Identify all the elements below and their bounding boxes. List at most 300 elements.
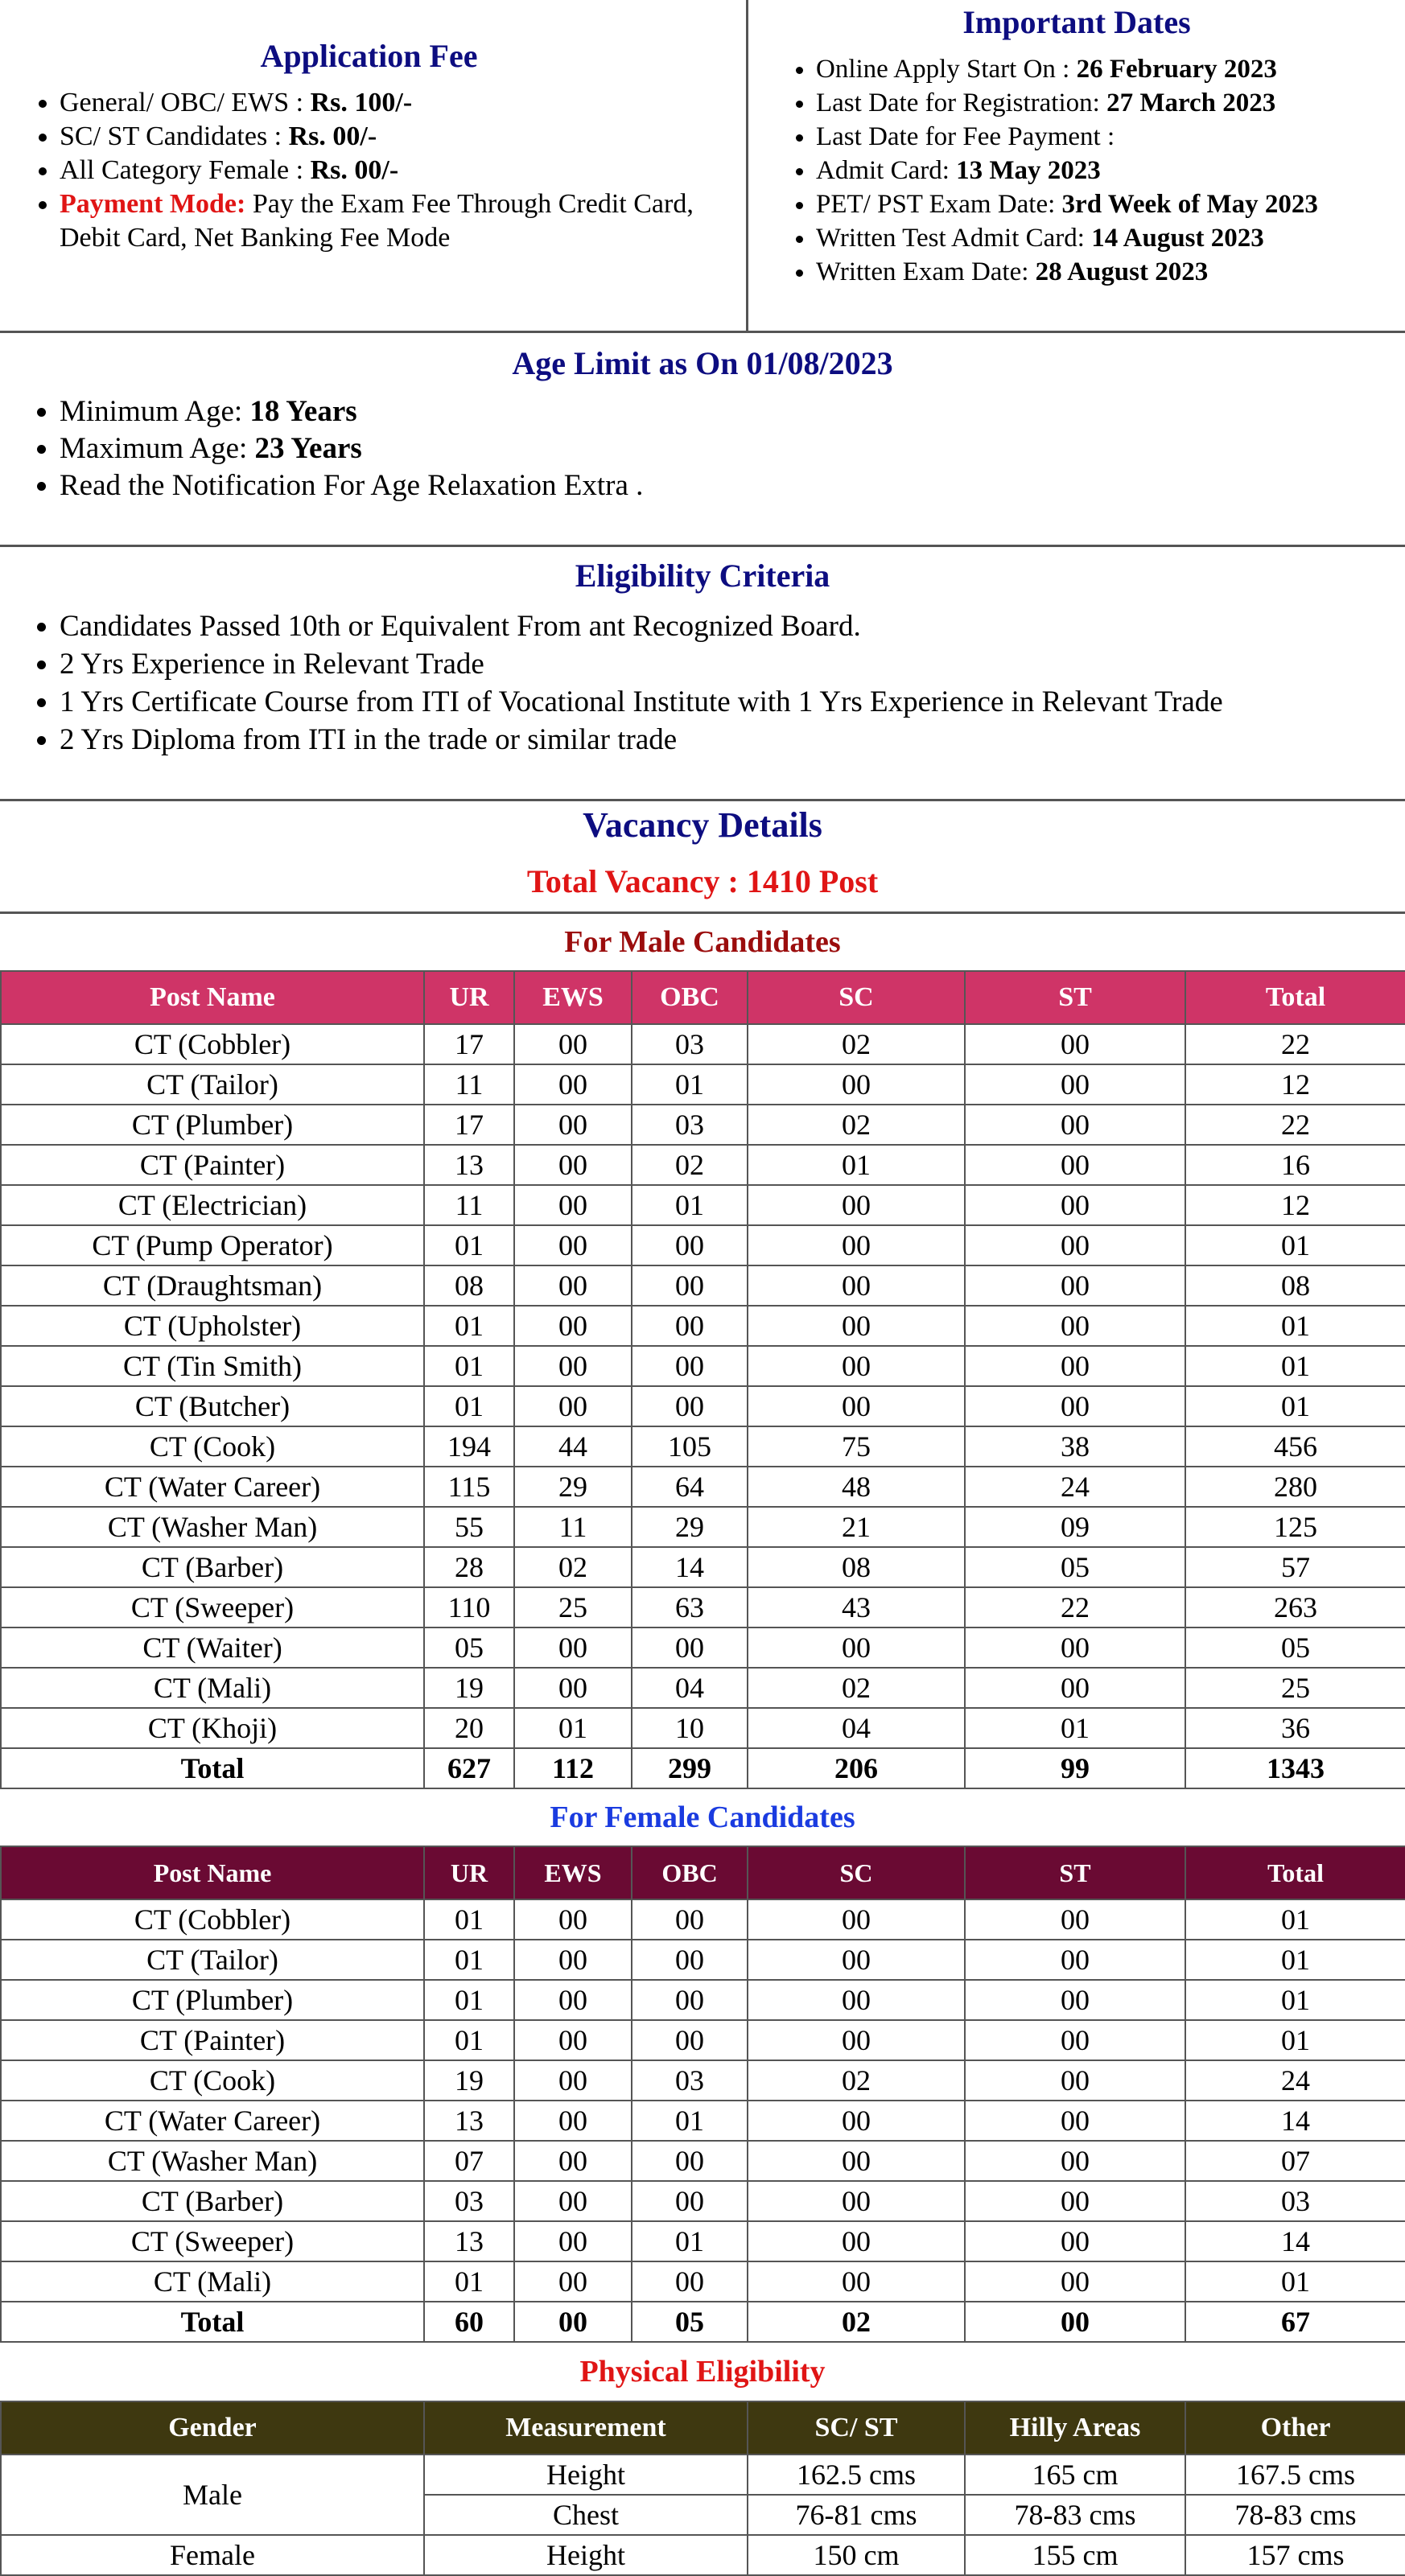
female-header-cell: ST [965, 1846, 1185, 1899]
table-cell: 17 [424, 1105, 514, 1145]
table-row [1, 1185, 1405, 1225]
payment-mode-label: Payment Mode: [60, 189, 246, 219]
important-dates-section [748, 0, 1405, 331]
table-cell: 25 [1185, 1668, 1405, 1708]
table-cell: 02 [748, 1668, 965, 1708]
table-cell: 14 [632, 1547, 748, 1587]
table-cell: 00 [632, 1386, 748, 1426]
table-cell: 00 [514, 1185, 632, 1225]
table-cell: 44 [514, 1426, 632, 1467]
table-cell: 00 [748, 1386, 965, 1426]
age-item: • Minimum Age: 18 Years [60, 393, 1405, 430]
table-cell: 22 [965, 1587, 1185, 1627]
total-cell: Total [1, 2302, 424, 2342]
table-cell: 00 [965, 1024, 1185, 1064]
table-cell: CT (Water Career) [1, 1467, 424, 1507]
table-cell: CT (Tailor) [1, 1064, 424, 1105]
table-cell: 01 [424, 2020, 514, 2060]
table-cell: 00 [632, 1265, 748, 1306]
date-item: • Last Date for Registration: 27 March 2023 [816, 86, 1397, 120]
table-cell: 19 [424, 2060, 514, 2101]
table-cell: 00 [632, 1306, 748, 1346]
table-cell: CT (Painter) [1, 2020, 424, 2060]
table-cell: 19 [424, 1668, 514, 1708]
table-cell: CT (Washer Man) [1, 1507, 424, 1547]
table-cell: 00 [965, 1265, 1185, 1306]
male-header-cell: ST [965, 971, 1185, 1024]
table-cell: 14 [1185, 2221, 1405, 2261]
table-row [1, 1940, 1405, 1980]
table-cell: CT (Sweeper) [1, 1587, 424, 1627]
table-cell: 00 [632, 1980, 748, 2020]
table-cell: CT (Mali) [1, 2261, 424, 2302]
table-cell: 11 [514, 1507, 632, 1547]
table-cell: 20 [424, 1708, 514, 1748]
table-cell: 13 [424, 2101, 514, 2141]
table-cell: 01 [424, 1306, 514, 1346]
table-cell: 01 [1185, 1980, 1405, 2020]
female-header-cell: OBC [632, 1846, 748, 1899]
total-cell: 299 [632, 1748, 748, 1788]
total-cell: 05 [632, 2302, 748, 2342]
table-cell: CT (Cobbler) [1, 1024, 424, 1064]
male-vacancy-table [0, 970, 1405, 1789]
table-cell: 00 [632, 1940, 748, 1980]
table-cell: 03 [1185, 2181, 1405, 2221]
date-item: • Admit Card: 13 May 2023 [816, 154, 1397, 187]
table-cell: 00 [514, 1899, 632, 1940]
table-cell: 01 [424, 1346, 514, 1386]
table-cell: 22 [1185, 1105, 1405, 1145]
table-cell: 21 [748, 1507, 965, 1547]
female-header-row [1, 1846, 1405, 1899]
fee-dates-row [0, 0, 1405, 333]
payment-mode-item: • Payment Mode: Pay the Exam Fee Through Credit Card, Debit Card, Net Banking Fee Mode [60, 187, 738, 255]
table-cell: 00 [965, 1668, 1185, 1708]
table-cell: 01 [632, 2101, 748, 2141]
table-cell: 00 [748, 1627, 965, 1668]
table-cell: 00 [965, 2060, 1185, 2101]
table-cell: 01 [424, 1980, 514, 2020]
female-header-cell: UR [424, 1846, 514, 1899]
table-cell: 00 [514, 1024, 632, 1064]
table-cell: 28 [424, 1547, 514, 1587]
table-row [1, 1547, 1405, 1587]
table-cell: 03 [632, 2060, 748, 2101]
female-header-cell: Post Name [1, 1846, 424, 1899]
table-cell: 01 [632, 1185, 748, 1225]
table-cell: CT (Water Career) [1, 2101, 424, 2141]
table-cell: 55 [424, 1507, 514, 1547]
fee-item: • All Category Female : Rs. 00/- [60, 154, 738, 187]
table-row [1, 1225, 1405, 1265]
table-row [1, 2141, 1405, 2181]
table-cell: CT (Sweeper) [1, 2221, 424, 2261]
table-cell: 12 [1185, 1064, 1405, 1105]
date-item: • Online Apply Start On : 26 February 2023 [816, 52, 1397, 86]
table-cell: 00 [748, 1265, 965, 1306]
gender-male-cell: Male [1, 2455, 424, 2535]
table-cell: CT (Waiter) [1, 1627, 424, 1668]
table-cell: 00 [514, 1145, 632, 1185]
date-item: • PET/ PST Exam Date: 3rd Week of May 2023 [816, 187, 1397, 221]
table-cell: 02 [748, 1024, 965, 1064]
physical-header-row [1, 2401, 1405, 2455]
table-cell: 16 [1185, 1145, 1405, 1185]
eligibility-item: • 1 Yrs Certificate Course from ITI of Vocational Institute with 1 Yrs Experience in Relevant Trade [60, 683, 1405, 721]
table-cell: CT (Mali) [1, 1668, 424, 1708]
table-cell: 07 [1185, 2141, 1405, 2181]
date-item: • Written Test Admit Card: 14 August 2023 [816, 221, 1397, 255]
table-cell: 03 [424, 2181, 514, 2221]
table-cell: 01 [424, 1899, 514, 1940]
table-cell: 13 [424, 1145, 514, 1185]
table-cell: CT (Butcher) [1, 1386, 424, 1426]
table-cell: CT (Tin Smith) [1, 1346, 424, 1386]
age-item: • Maximum Age: 23 Years [60, 430, 1405, 467]
physical-table-body [1, 2455, 1405, 2575]
table-row [1, 2221, 1405, 2261]
male-header-cell: Total [1185, 971, 1405, 1024]
table-cell: CT (Cobbler) [1, 1899, 424, 1940]
table-cell: 00 [632, 2020, 748, 2060]
date-item: • Last Date for Fee Payment : [816, 120, 1397, 154]
table-cell: 02 [632, 1145, 748, 1185]
table-row [1, 1668, 1405, 1708]
table-cell: 00 [514, 1980, 632, 2020]
table-cell: 00 [965, 1386, 1185, 1426]
table-row [1, 1024, 1405, 1064]
age-limit-title: Age Limit as On 01/08/2023 [512, 345, 893, 381]
table-cell: 13 [424, 2221, 514, 2261]
table-cell: 01 [1185, 1225, 1405, 1265]
table-cell: 11 [424, 1185, 514, 1225]
physical-header-cell: Gender [1, 2401, 424, 2455]
date-item: • Written Exam Date: 28 August 2023 [816, 255, 1397, 289]
age-item: • Read the Notification For Age Relaxation Extra . [60, 467, 1405, 504]
table-cell: 162.5 cms [748, 2455, 965, 2495]
table-cell: 00 [965, 1064, 1185, 1105]
table-cell: 157 cms [1185, 2535, 1405, 2575]
table-cell: 00 [965, 2181, 1185, 2221]
table-row [1, 1346, 1405, 1386]
table-row [1, 1507, 1405, 1547]
table-cell: 456 [1185, 1426, 1405, 1467]
table-cell: 00 [514, 1940, 632, 1980]
table-row [1, 1105, 1405, 1145]
table-cell: 00 [514, 1668, 632, 1708]
table-cell: 00 [514, 1265, 632, 1306]
total-cell: 99 [965, 1748, 1185, 1788]
female-header-cell: Total [1185, 1846, 1405, 1899]
table-cell: 105 [632, 1426, 748, 1467]
table-cell: 05 [1185, 1627, 1405, 1668]
total-row [1, 1748, 1405, 1788]
table-cell: 01 [424, 1940, 514, 1980]
table-cell: 263 [1185, 1587, 1405, 1627]
physical-eligibility-title: Physical Eligibility [579, 2355, 826, 2389]
table-cell: 00 [748, 1185, 965, 1225]
total-cell: 627 [424, 1748, 514, 1788]
table-cell: 05 [965, 1547, 1185, 1587]
table-row [1, 2181, 1405, 2221]
female-header-cell: SC [748, 1846, 965, 1899]
table-cell: 22 [1185, 1024, 1405, 1064]
table-cell: 17 [424, 1024, 514, 1064]
table-cell: 01 [424, 1225, 514, 1265]
eligibility-item: • Candidates Passed 10th or Equivalent From ant Recognized Board. [60, 607, 1405, 645]
table-cell: 00 [965, 2101, 1185, 2141]
table-cell: 76-81 cms [748, 2495, 965, 2535]
table-row [1, 1980, 1405, 2020]
table-cell: CT (Tailor) [1, 1940, 424, 1980]
table-cell: CT (Washer Man) [1, 2141, 424, 2181]
table-cell: 38 [965, 1426, 1185, 1467]
table-row [1, 1426, 1405, 1467]
total-row [1, 2302, 1405, 2342]
table-row [1, 1386, 1405, 1426]
dates-list [756, 52, 1397, 289]
table-cell: 14 [1185, 2101, 1405, 2141]
table-cell: CT (Electrician) [1, 1185, 424, 1225]
table-cell: 75 [748, 1426, 965, 1467]
table-cell: 00 [965, 2020, 1185, 2060]
table-cell: 63 [632, 1587, 748, 1627]
table-cell: 00 [748, 2020, 965, 2060]
table-cell: 00 [514, 1386, 632, 1426]
table-cell: 78-83 cms [965, 2495, 1185, 2535]
table-cell: 29 [514, 1467, 632, 1507]
table-cell: 08 [748, 1547, 965, 1587]
table-cell: 29 [632, 1507, 748, 1547]
table-cell: 194 [424, 1426, 514, 1467]
table-cell: 00 [965, 1627, 1185, 1668]
table-row [1, 2535, 1405, 2575]
table-cell: 00 [748, 1346, 965, 1386]
table-cell: 01 [1185, 1940, 1405, 1980]
table-cell: CT (Painter) [1, 1145, 424, 1185]
table-cell: 36 [1185, 1708, 1405, 1748]
table-cell: 167.5 cms [1185, 2455, 1405, 2495]
table-cell: 05 [424, 1627, 514, 1668]
table-cell: 00 [514, 1627, 632, 1668]
total-cell: 02 [748, 2302, 965, 2342]
table-cell: 24 [1185, 2060, 1405, 2101]
table-cell: 12 [1185, 1185, 1405, 1225]
table-cell: 150 cm [748, 2535, 965, 2575]
table-row [1, 2101, 1405, 2141]
table-cell: 00 [965, 1185, 1185, 1225]
table-row [1, 1265, 1405, 1306]
table-cell: 00 [514, 1064, 632, 1105]
gender-female-cell: Female [1, 2535, 424, 2575]
table-cell: 00 [514, 1225, 632, 1265]
table-row [1, 1708, 1405, 1748]
eligibility-section [0, 547, 1405, 801]
vacancy-title: Vacancy Details [583, 805, 822, 845]
table-cell: 00 [748, 1064, 965, 1105]
table-row [1, 2261, 1405, 2302]
table-cell: 00 [748, 1940, 965, 1980]
table-cell: 00 [514, 1306, 632, 1346]
table-cell: CT (Khoji) [1, 1708, 424, 1748]
table-cell: CT (Upholster) [1, 1306, 424, 1346]
table-cell: CT (Draughtsman) [1, 1265, 424, 1306]
female-table-body [1, 1899, 1405, 2342]
table-cell: 00 [514, 1346, 632, 1386]
table-cell: 03 [632, 1024, 748, 1064]
male-header-cell: EWS [514, 971, 632, 1024]
table-cell: 00 [748, 2101, 965, 2141]
application-fee-section [0, 0, 748, 331]
table-cell: 10 [632, 1708, 748, 1748]
table-cell: 03 [632, 1105, 748, 1145]
table-cell: 01 [424, 1386, 514, 1426]
table-cell: 00 [514, 2020, 632, 2060]
table-cell: 11 [424, 1064, 514, 1105]
table-cell: 00 [748, 2141, 965, 2181]
table-cell: 00 [748, 2261, 965, 2302]
table-row [1, 1587, 1405, 1627]
physical-header-cell: SC/ ST [748, 2401, 965, 2455]
female-vacancy-table [0, 1846, 1405, 2343]
total-vacancy: Total Vacancy : 1410 Post [0, 850, 1405, 914]
male-header-cell: UR [424, 971, 514, 1024]
physical-header-cell: Measurement [424, 2401, 748, 2455]
table-cell: CT (Barber) [1, 2181, 424, 2221]
table-cell: 01 [424, 2261, 514, 2302]
eligibility-item: • 2 Yrs Experience in Relevant Trade [60, 645, 1405, 683]
table-cell: 01 [965, 1708, 1185, 1748]
table-cell: 00 [748, 2181, 965, 2221]
table-cell: 00 [514, 2141, 632, 2181]
table-cell: 08 [424, 1265, 514, 1306]
table-cell: 00 [514, 2181, 632, 2221]
table-cell: 24 [965, 1467, 1185, 1507]
table-cell: 00 [965, 1346, 1185, 1386]
table-cell: 01 [1185, 2020, 1405, 2060]
total-cell: 206 [748, 1748, 965, 1788]
male-header-cell: SC [748, 971, 965, 1024]
table-cell: 125 [1185, 1507, 1405, 1547]
table-cell: 01 [1185, 1346, 1405, 1386]
application-fee-title: Application Fee [260, 38, 478, 74]
table-cell: 09 [965, 1507, 1185, 1547]
age-limit-section [0, 333, 1405, 547]
fee-list [0, 86, 738, 255]
table-row [1, 1627, 1405, 1668]
table-row [1, 2060, 1405, 2101]
table-cell: 00 [514, 2221, 632, 2261]
table-cell: 00 [965, 2261, 1185, 2302]
total-cell: Total [1, 1748, 424, 1788]
table-cell: CT (Plumber) [1, 1980, 424, 2020]
table-cell: 08 [1185, 1265, 1405, 1306]
table-cell: 02 [748, 1105, 965, 1145]
table-cell: 01 [1185, 1386, 1405, 1426]
table-cell: 00 [965, 1105, 1185, 1145]
table-cell: CT (Plumber) [1, 1105, 424, 1145]
table-cell: 115 [424, 1467, 514, 1507]
table-cell: 04 [632, 1668, 748, 1708]
table-cell: 00 [965, 1225, 1185, 1265]
table-cell: 00 [965, 1145, 1185, 1185]
fee-item: • SC/ ST Candidates : Rs. 00/- [60, 120, 738, 154]
table-cell: 04 [748, 1708, 965, 1748]
total-cell: 00 [514, 2302, 632, 2342]
table-cell: 00 [965, 1306, 1185, 1346]
table-row [1, 2020, 1405, 2060]
table-cell: 00 [748, 1306, 965, 1346]
table-cell: 00 [748, 1225, 965, 1265]
table-cell: 280 [1185, 1467, 1405, 1507]
table-cell: 00 [965, 1980, 1185, 2020]
table-cell: 00 [748, 1899, 965, 1940]
table-cell: 01 [1185, 1306, 1405, 1346]
age-list [0, 393, 1405, 504]
table-cell: Chest [424, 2495, 748, 2535]
male-table-body [1, 1024, 1405, 1788]
total-cell: 60 [424, 2302, 514, 2342]
table-cell: 57 [1185, 1547, 1405, 1587]
table-cell: 00 [632, 2141, 748, 2181]
male-candidates-title: For Male Candidates [564, 925, 841, 959]
table-cell: 00 [632, 2261, 748, 2302]
table-cell: 00 [514, 2261, 632, 2302]
table-cell: 00 [965, 2221, 1185, 2261]
table-cell: 00 [748, 2221, 965, 2261]
table-cell: 02 [514, 1547, 632, 1587]
table-cell: 01 [632, 2221, 748, 2261]
table-cell: 00 [632, 1346, 748, 1386]
table-cell: 01 [1185, 1899, 1405, 1940]
total-cell: 00 [965, 2302, 1185, 2342]
table-row [1, 1467, 1405, 1507]
table-cell: 00 [632, 2181, 748, 2221]
table-cell: 25 [514, 1587, 632, 1627]
table-cell: 00 [514, 2101, 632, 2141]
table-cell: Height [424, 2535, 748, 2575]
table-cell: 07 [424, 2141, 514, 2181]
male-header-cell: Post Name [1, 971, 424, 1024]
table-cell: 00 [514, 1105, 632, 1145]
table-cell: 110 [424, 1587, 514, 1627]
table-cell: 165 cm [965, 2455, 1185, 2495]
table-cell: 01 [1185, 2261, 1405, 2302]
total-cell: 1343 [1185, 1748, 1405, 1788]
table-cell: 00 [748, 1980, 965, 2020]
table-cell: CT (Barber) [1, 1547, 424, 1587]
table-cell: 01 [514, 1708, 632, 1748]
eligibility-list [0, 607, 1405, 759]
eligibility-title: Eligibility Criteria [575, 558, 830, 594]
table-cell: 00 [632, 1627, 748, 1668]
table-row [1, 1064, 1405, 1105]
table-cell: 155 cm [965, 2535, 1185, 2575]
female-header-cell: EWS [514, 1846, 632, 1899]
table-cell: 01 [748, 1145, 965, 1185]
table-cell: 01 [632, 1064, 748, 1105]
table-cell: 43 [748, 1587, 965, 1627]
table-cell: 02 [748, 2060, 965, 2101]
table-cell: 00 [632, 1225, 748, 1265]
female-candidates-title: For Female Candidates [550, 1800, 855, 1834]
table-cell: 48 [748, 1467, 965, 1507]
male-header-row [1, 971, 1405, 1024]
eligibility-item: • 2 Yrs Diploma from ITI in the trade or similar trade [60, 721, 1405, 759]
total-cell: 67 [1185, 2302, 1405, 2342]
table-row [1, 1145, 1405, 1185]
